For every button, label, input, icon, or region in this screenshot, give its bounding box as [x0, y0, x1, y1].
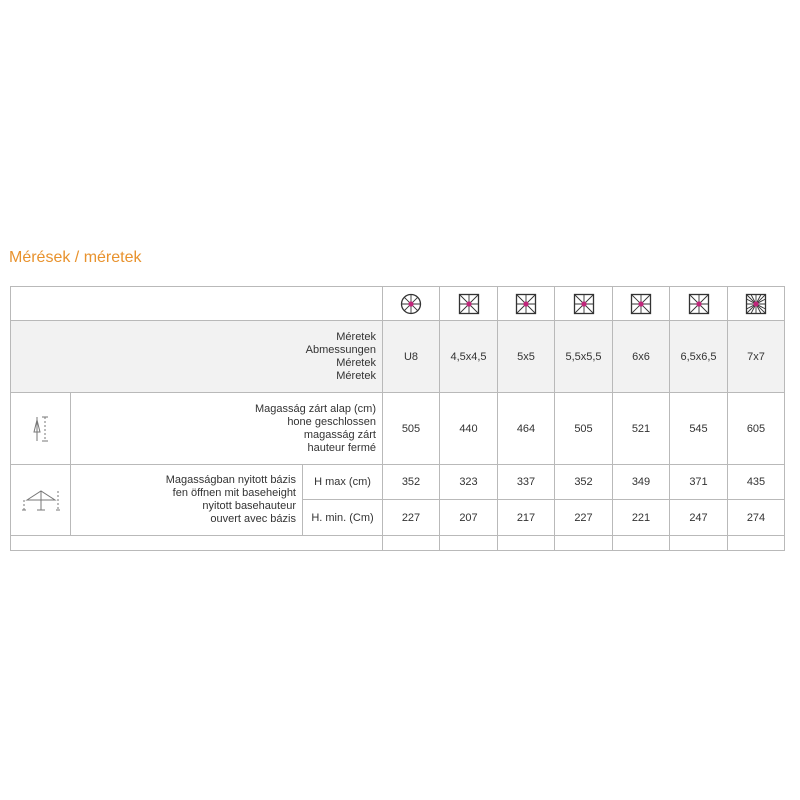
h-min-cell: 217 [498, 500, 555, 536]
h-min-cell: 207 [440, 500, 498, 536]
dimensions-table [10, 286, 785, 551]
continuation-cell [555, 536, 613, 551]
continuation-cell [670, 536, 728, 551]
closed-height-cell: 521 [613, 393, 670, 465]
closed-height-cell: 505 [383, 393, 440, 465]
open-height-label: Magasságban nyitott bázis fen öffnen mit baseheight nyitott basehauteur ouvert avec bázis [71, 465, 303, 536]
closed-height-cell: 605 [728, 393, 785, 465]
h-min-cell: 227 [383, 500, 440, 536]
continuation-cell [11, 536, 383, 551]
h-max-cell: 349 [613, 465, 670, 500]
open-height-max-row [11, 465, 785, 500]
continuation-row [11, 536, 785, 551]
square-canopy-icon [458, 293, 480, 315]
col-icon-1 [440, 287, 498, 321]
h-min-cell: 274 [728, 500, 785, 536]
closed-umbrella-icon [27, 415, 55, 443]
closed-height-cell: 464 [498, 393, 555, 465]
h-min-cell: 247 [670, 500, 728, 536]
closed-umbrella-cell [11, 393, 71, 465]
dimensions-row [11, 321, 785, 393]
size-cell: 6x6 [613, 321, 670, 393]
h-max-label: H max (cm) [303, 465, 383, 500]
continuation-cell [383, 536, 440, 551]
continuation-cell [613, 536, 670, 551]
closed-height-cell: 440 [440, 393, 498, 465]
size-cell: 5x5 [498, 321, 555, 393]
h-max-cell: 337 [498, 465, 555, 500]
dimensions-label: Méretek Abmessungen Méretek Méretek [11, 321, 383, 393]
size-cell: 6,5x6,5 [670, 321, 728, 393]
closed-height-label: Magasság zárt alap (cm) hone geschlossen magasság zárt hauteur fermé [71, 393, 383, 465]
col-icon-6 [728, 287, 785, 321]
open-umbrella-icon [21, 486, 61, 514]
col-icon-4 [613, 287, 670, 321]
h-max-cell: 435 [728, 465, 785, 500]
closed-height-cell: 545 [670, 393, 728, 465]
square-canopy-icon [630, 293, 652, 315]
h-max-cell: 352 [383, 465, 440, 500]
col-icon-2 [498, 287, 555, 321]
square-canopy-icon [515, 293, 537, 315]
continuation-cell [728, 536, 785, 551]
h-min-cell: 221 [613, 500, 670, 536]
square-canopy-icon [573, 293, 595, 315]
square-canopy-dense-icon [745, 293, 767, 315]
round-canopy-icon [400, 293, 422, 315]
square-canopy-icon [688, 293, 710, 315]
size-cell: 7x7 [728, 321, 785, 393]
section-title: Mérések / méretek [9, 249, 142, 266]
icon-header-empty [11, 287, 383, 321]
continuation-cell [498, 536, 555, 551]
h-max-cell: 323 [440, 465, 498, 500]
closed-height-row [11, 393, 785, 465]
closed-height-cell: 505 [555, 393, 613, 465]
h-max-cell: 352 [555, 465, 613, 500]
icon-header-row [11, 287, 785, 321]
col-icon-3 [555, 287, 613, 321]
size-cell: 5,5x5,5 [555, 321, 613, 393]
size-cell: 4,5x4,5 [440, 321, 498, 393]
h-min-label: H. min. (Cm) [303, 500, 383, 536]
h-min-cell: 227 [555, 500, 613, 536]
h-max-cell: 371 [670, 465, 728, 500]
col-icon-5 [670, 287, 728, 321]
continuation-cell [440, 536, 498, 551]
size-cell: U8 [383, 321, 440, 393]
col-icon-0 [383, 287, 440, 321]
open-umbrella-cell [11, 465, 71, 536]
